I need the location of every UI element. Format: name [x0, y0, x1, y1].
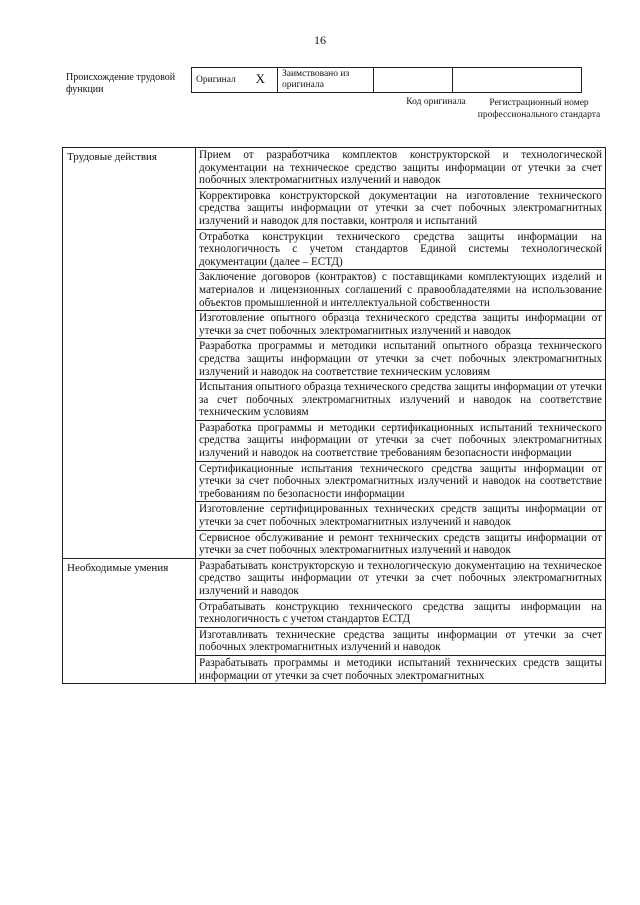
original-label: Оригинал [196, 74, 236, 85]
item-text: Разработка программы и методики испытаний опытного образца технического средства защиты информации от утечки за счет побочных электромагнитных излучений и наводок на соответствие техническим условиям [196, 339, 606, 380]
item-text: Отработка конструкции технического средства защиты информации на технологичность с учетом стандартов Единой системы технологической документации (далее – ЕСТД) [196, 229, 606, 270]
page-number: 16 [314, 33, 326, 47]
item-text: Заключение договоров (контрактов) с поставщиками комплектующих изделий и материалов и лицензионных соглашений с правообладателями на использование объектов промышленной и интеллектуальной собственности [196, 270, 606, 311]
origin-table [191, 67, 582, 93]
item-text: Испытания опытного образца технического средства защиты информации от утечки за счет побочных электромагнитных излучений и наводок на соответствие техническим условиям [196, 380, 606, 421]
item-text: Изготовление опытного образца технического средства защиты информации от утечки за счет побочных электромагнитных излучений и наводок [196, 311, 606, 339]
code-cell [374, 68, 453, 93]
reg-number-cell [453, 68, 582, 93]
item-text: Прием от разработчика комплектов конструкторской и технологической документации на техническое средство защиты информации от утечки за счет побочных электромагнитных излучений и наводок [196, 148, 606, 189]
item-text: Сервисное обслуживание и ремонт технических средств защиты информации от утечки за счет побочных электромагнитных излучений и наводок [196, 530, 606, 558]
table-row [63, 558, 606, 599]
item-text: Изготавливать технические средства защиты информации от утечки за счет побочных электромагнитных излучений и наводок [196, 627, 606, 655]
reg-number-label: Регистрационный номер профессионального стандарта [477, 98, 601, 120]
item-text: Корректировка конструкторской документации на изготовление технического средства защиты информации от утечки за счет побочных электромагнитных излучений и наводок для поставки, контроля и испытаний [196, 188, 606, 229]
borrowed-cell: Заимствовано из оригинала [278, 68, 374, 93]
section-label: Трудовые действия [63, 148, 196, 559]
original-cell [192, 68, 278, 93]
item-text: Отрабатывать конструкцию технического средства защиты информации на технологичность с учетом стандартов ЕСТД [196, 599, 606, 627]
item-text: Изготовление сертифицированных технических средств защиты информации от утечки за счет побочных электромагнитных излучений и наводок [196, 502, 606, 530]
item-text: Разрабатывать программы и методики испытаний технических средств защиты информации от утечки за счет побочных электромагнитных [196, 655, 606, 683]
item-text: Разрабатывать конструкторскую и технологическую документацию на техническое средство защиты информации от утечки за счет побочных электромагнитных излучений и наводок [196, 558, 606, 599]
code-original-label: Код оригинала [406, 97, 466, 107]
origin-label: Происхождение трудовой функции [66, 72, 176, 95]
item-text: Разработка программы и методики сертификационных испытаний технического средства защиты информации от утечки за счет побочных электромагнитных излучений и наводок на соответствие требованиям безопасности информации [196, 420, 606, 461]
original-mark: X [255, 71, 265, 86]
table-row [63, 148, 606, 189]
item-text: Сертификационные испытания технического средства защиты информации от утечки за счет побочных электромагнитных излучений и наводок на соответствие требованиям по безопасности информации [196, 461, 606, 502]
functions-table [62, 147, 606, 684]
section-label: Необходимые умения [63, 558, 196, 683]
